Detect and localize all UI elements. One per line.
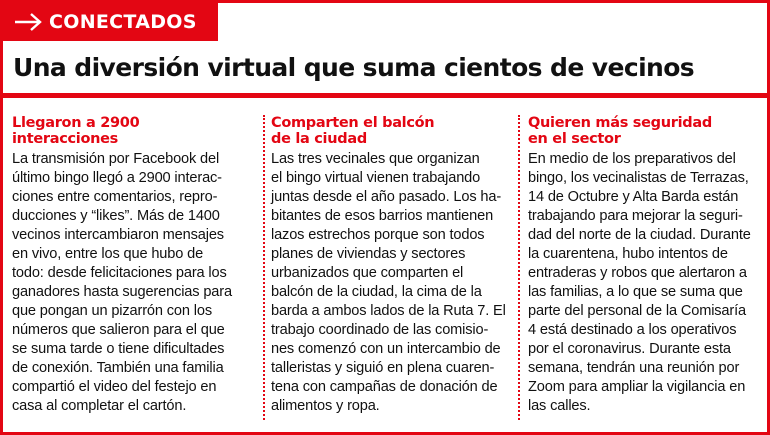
body-line: ganadores hasta sugerencias para	[12, 284, 232, 300]
column-title-line: Quieren más seguridad	[528, 115, 712, 131]
body-line: ducciones y “likes”. Más de 1400	[12, 208, 220, 224]
body-line: balcón de la ciudad, la cima de la	[271, 284, 482, 300]
body-line: 14 de Octubre y Alta Barda están	[528, 189, 739, 205]
column-title	[528, 115, 770, 147]
column-separator	[263, 115, 265, 420]
body-line: números que salieron para el que	[12, 322, 225, 338]
body-line: el bingo virtual vienen trabajando	[271, 170, 481, 186]
body-line: casa al completar el cartón.	[12, 398, 187, 414]
column-title-line: en el sector	[528, 131, 621, 147]
headline-divider	[3, 93, 770, 98]
body-line: se suma tarde o tiene dificultades	[12, 341, 225, 357]
column-title-line: interacciones	[12, 131, 119, 147]
body-line: trabajo coordinado de las comisio-	[271, 322, 489, 338]
body-line: ciones entre comentarios, repro-	[12, 189, 218, 205]
body-line: las calles.	[528, 398, 591, 414]
body-line: urbanizados que comparten el	[271, 265, 464, 281]
column-seguridad	[528, 115, 770, 416]
column-body	[271, 150, 516, 416]
body-line: barda a ambos lados de la Ruta 7. El	[271, 303, 506, 319]
body-line: Zoom para ampliar la vigilancia en	[528, 379, 746, 395]
body-line: bitantes de esos barrios mantienen	[271, 208, 494, 224]
body-line: Las tres vecinales que organizan	[271, 151, 480, 167]
body-line: En medio de los preparativos del	[528, 151, 736, 167]
column-balcon	[271, 115, 516, 416]
body-line: lazos estrechos porque son todos	[271, 227, 485, 243]
body-line: alimentos y ropa.	[271, 398, 380, 414]
body-line: todo: desde felicitaciones para los	[12, 265, 227, 281]
body-line: talleristas y siguió en plena cuaren-	[271, 360, 495, 376]
body-line: las familias, a lo que se suma que	[528, 284, 743, 300]
body-line: nes comenzó con un intercambio de	[271, 341, 501, 357]
body-line: semana, tendrán una reunión por	[528, 360, 740, 376]
column-title-line: Llegaron a 2900	[12, 115, 140, 131]
body-line: que pongan un pizarrón con los	[12, 303, 212, 319]
body-line: dad del norte de la ciudad. Durante	[528, 227, 751, 243]
body-line: por el coronavirus. Durante esta	[528, 341, 731, 357]
body-line: parte del personal de la Comisaría	[528, 303, 746, 319]
column-title-line: de la ciudad	[271, 131, 367, 147]
body-line: La transmisión por Facebook del	[12, 151, 220, 167]
body-line: juntas desde el año pasado. Los ha-	[271, 189, 502, 205]
section-label: CONECTADOS	[49, 11, 197, 33]
body-line: planes de viviendas y sectores	[271, 246, 466, 262]
column-title	[12, 115, 257, 147]
body-line: último bingo llegó a 2900 interac-	[12, 170, 222, 186]
column-title	[271, 115, 516, 147]
column-title-line: Comparten el balcón	[271, 115, 435, 131]
body-line: bingo, los vecinalistas de Terrazas,	[528, 170, 749, 186]
body-line: vecinos intercambiaron mensajes	[12, 227, 224, 243]
body-line: entraderas y robos que alertaron a	[528, 265, 747, 281]
section-kicker	[3, 3, 218, 41]
body-line: trabajando para mejorar la seguri-	[528, 208, 743, 224]
body-line: tena con campañas de donación de	[271, 379, 498, 395]
body-line: en vivo, entre los que hubo de	[12, 246, 204, 262]
body-line: de conexión. También una familia	[12, 360, 224, 376]
column-interacciones	[12, 115, 257, 416]
body-line: la cuarentena, hubo intentos de	[528, 246, 728, 262]
arrow-right-icon	[13, 12, 43, 32]
headline: Una diversión virtual que suma cientos de vecinos	[13, 53, 695, 82]
column-separator	[518, 115, 520, 420]
column-body	[12, 150, 257, 416]
body-line: compartió el video del festejo en	[12, 379, 217, 395]
body-line: 4 está destinado a los operativos	[528, 322, 737, 338]
column-body	[528, 150, 770, 416]
